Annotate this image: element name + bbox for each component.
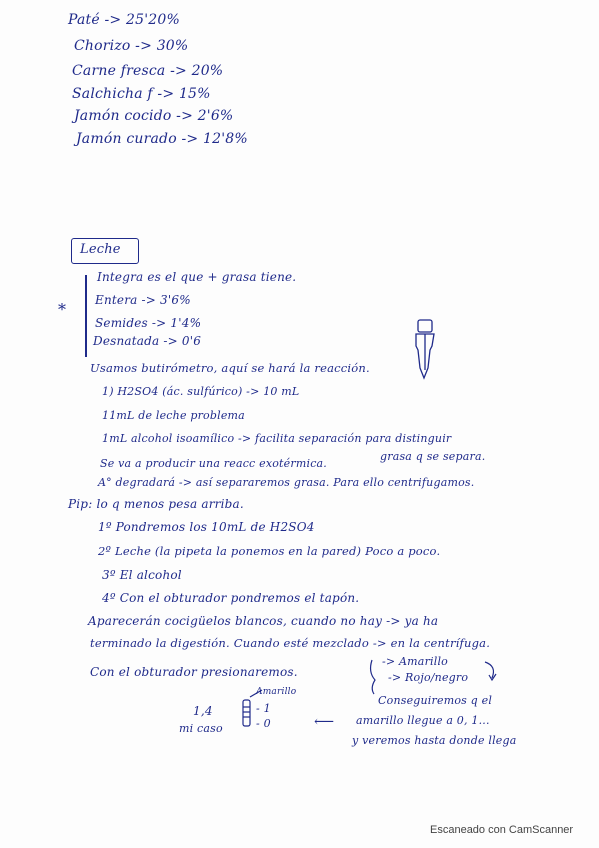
proc-step-c2: grasa q se separa.	[380, 450, 486, 463]
meat-line-jamon-curado: Jamón curado -> 12'8%	[76, 131, 248, 147]
label-amarillo-small: Amarillo	[256, 687, 297, 697]
meat-line-salchicha: Salchicha f -> 15%	[72, 86, 211, 102]
proc-exo: Se va a producir una reacc exotérmica.	[100, 457, 328, 470]
butyrometer-sketch	[416, 320, 434, 378]
proc-step-a: 1) H2SO4 (ác. sulfúrico) -> 10 mL	[102, 385, 300, 398]
label-amarillo: -> Amarillo	[382, 655, 448, 668]
meat-line-pate: Paté -> 25'20%	[68, 12, 180, 28]
proc-pipet: Pip: lo q menos pesa arriba.	[68, 497, 244, 511]
result-line-2: amarillo llegue a 0, 1...	[356, 714, 490, 727]
mi-caso-label: mi caso	[179, 722, 223, 735]
result-line-3: y veremos hasta donde llega	[352, 734, 517, 747]
proc-intro: Usamos butirómetro, aquí se hará la reacción.	[90, 361, 370, 375]
reading-value: 1,4	[193, 704, 213, 718]
leche-title: Leche	[80, 242, 121, 257]
proc-degrade: A° degradará -> así separaremos grasa. Para ello centrifugamos.	[98, 476, 475, 489]
meat-line-chorizo: Chorizo -> 30%	[74, 38, 189, 54]
proc-num3: 3º El alcohol	[102, 568, 182, 582]
proc-num1: 1º Pondremos los 10mL de H2SO4	[98, 520, 315, 534]
arrow-left-mark: ⟵	[314, 714, 335, 730]
scale-tick-0: - 0	[256, 717, 271, 730]
leche-integra-line: Integra es el que + grasa tiene.	[97, 270, 297, 284]
proc-step-c: 1mL alcohol isoamílico -> facilita separación para distinguir	[102, 432, 452, 445]
scale-tube	[243, 690, 262, 726]
proc-appear2: terminado la digestión. Cuando esté mezclado -> en la centrífuga.	[90, 636, 491, 650]
proc-num4: 4º Con el obturador pondremos el tapón.	[102, 591, 360, 605]
asterisk-mark: *	[58, 300, 67, 319]
proc-appear: Aparecerán cocigüelos blancos, cuando no hay -> ya ha	[88, 614, 439, 628]
proc-step-b: 11mL de leche problema	[102, 409, 245, 422]
leche-semides: Semides -> 1'4%	[95, 316, 202, 330]
meat-line-jamon-cocido: Jamón cocido -> 2'6%	[74, 108, 234, 124]
proc-press: Con el obturador presionaremos.	[90, 665, 298, 679]
scale-tick-1: - 1	[256, 702, 271, 715]
result-line-1: Conseguiremos q el	[378, 694, 493, 707]
proc-num2: 2º Leche (la pipeta la ponemos en la pared) Poco a poco.	[98, 544, 441, 558]
brace-mark	[371, 660, 375, 694]
leche-desnatada: Desnatada -> 0'6	[93, 334, 202, 348]
meat-line-carne: Carne fresca -> 20%	[72, 63, 224, 79]
camscanner-footer: Escaneado con CamScanner	[430, 824, 574, 836]
label-rojo-negro: -> Rojo/negro	[388, 671, 469, 684]
leche-entera: Entera -> 3'6%	[95, 293, 191, 307]
